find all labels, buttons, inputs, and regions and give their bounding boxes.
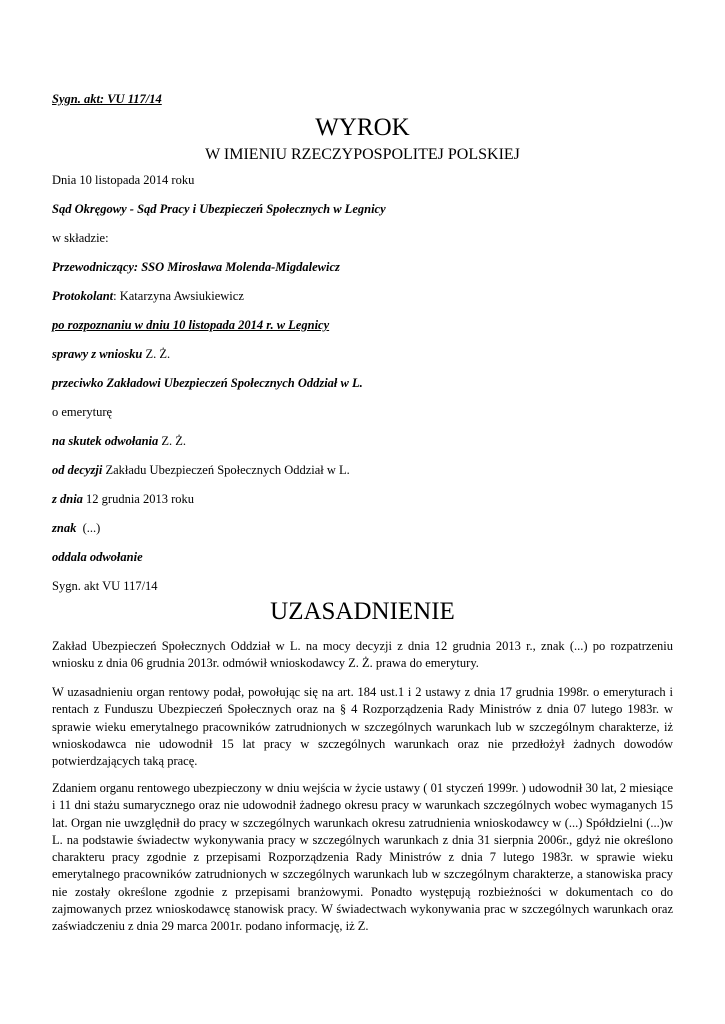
chair-line: Przewodniczący: SSO Mirosława Molenda-Migdalewicz: [52, 260, 340, 274]
clerk-line: [52, 288, 244, 304]
clerk-value: : Katarzyna Awsiukiewicz: [113, 289, 244, 303]
sign-label: znak: [52, 521, 77, 535]
decision-date-value: 12 grudnia 2013 roku: [82, 492, 195, 506]
case-value: Z. Ż.: [142, 347, 171, 361]
case-signature: Sygn. akt: VU 117/14: [52, 92, 162, 106]
appeal-line: [52, 433, 186, 449]
footer-signature: Sygn. akt VU 117/14: [52, 579, 158, 593]
decision-date-line: [52, 491, 194, 507]
case-line: [52, 346, 170, 362]
decision-value: Zakładu Ubezpieczeń Społecznych Oddział w L.: [102, 463, 350, 477]
hearing-line: po rozpoznaniu w dniu 10 listopada 2014 r. w Legnicy: [52, 318, 330, 332]
justification-paragraph-3: Zdaniem organu rentowego ubezpieczony w dniu wejścia w życie ustawy ( 01 styczeń 1999r. ) udowodnił 30 lat, 2 miesiące i 11 dni stażu sumarycznego oraz nie udowodnił żadnego okresu pracy w warunkach szczególnych wobec wymaganych 15 lat. Organ nie uwzględnił do pracy w szczególnych warunkach okresu zatrudnienia wnioskodawcy w (...) Spółdzielni (...)w L. na podstawie świadectw wykonywania pracy w szczególnych warunkach z dnia 31 sierpnia 2006r., gdyż nie określono charakteru pracy zgodnie z przepisami Rozporządzenia Rady Ministrów z dnia 7 lutego 1983r. w sprawie wieku emerytalnego pracowników zatrudnionych w szczególnych warunkach lub w szczególnym charakterze, a stanowiska pracy nie zostały określone zgodnie z przepisami branżowymi. Ponadto występują rozbieżności w dokumentach co do zajmowanych przez wnioskodawcę stanowisk pracy. W świadectwach wykonywania prac w szczególnych warunkach oraz zaświadczeniu z dnia 29 marca 2001r. podano informację, iż Z.: [52, 781, 673, 934]
against-line: przeciwko Zakładowi Ubezpieczeń Społecznych Oddział w L.: [52, 376, 363, 390]
sign-line: [52, 520, 100, 536]
court-name: Sąd Okręgowy - Sąd Pracy i Ubezpieczeń Społecznych w Legnicy: [52, 202, 386, 216]
decision-date-label: z dnia: [52, 492, 83, 506]
appeal-label: na skutek odwołania: [52, 434, 159, 448]
composition-label: w składzie:: [52, 231, 109, 245]
case-label: sprawy z wniosku: [52, 347, 143, 361]
verdict-date: Dnia 10 listopada 2014 roku: [52, 173, 195, 187]
decision-label: od decyzji: [52, 463, 103, 477]
justification-paragraph-2: W uzasadnieniu organ rentowy podał, powołując się na art. 184 ust.1 i 2 ustawy z dnia 17 grudnia 1998r. o emeryturach i rentach z Funduszu Ubezpieczeń Społecznych oraz na § 4 Rozporządzenia Rady Ministrów z dnia 07 lutego 1983r. w sprawie wieku emerytalnego pracowników zatrudnionych w szczególnych warunkach lub w szczególnym charakterze, iż wnioskodawca nie udowodnił 15 lat pracy w szczególnych warunkach oraz nie przedłożył żadnych dowodów potwierdzających taką pracę.: [52, 685, 673, 769]
subject-line: o emeryturę: [52, 405, 113, 419]
decision-line: [52, 462, 350, 478]
justification-paragraph-1: Zakład Ubezpieczeń Społecznych Oddział w L. na mocy decyzji z dnia 12 grudnia 2013 r., znak (...) po rozpatrzeniu wniosku z dnia 06 grudnia 2013r. odmówił wnioskodawcy Z. Ż. prawa do emerytury.: [52, 639, 673, 671]
clerk-label: Protokolant: [52, 289, 114, 303]
appeal-value: Z. Ż.: [158, 434, 187, 448]
verdict-title: WYROK: [315, 114, 410, 141]
verdict-subtitle: W IMIENIU RZECZYPOSPOLITEJ POLSKIEJ: [205, 146, 520, 163]
verdict-outcome: oddala odwołanie: [52, 550, 143, 564]
justification-title: UZASADNIENIE: [270, 598, 455, 625]
sign-value: (...): [76, 521, 101, 535]
